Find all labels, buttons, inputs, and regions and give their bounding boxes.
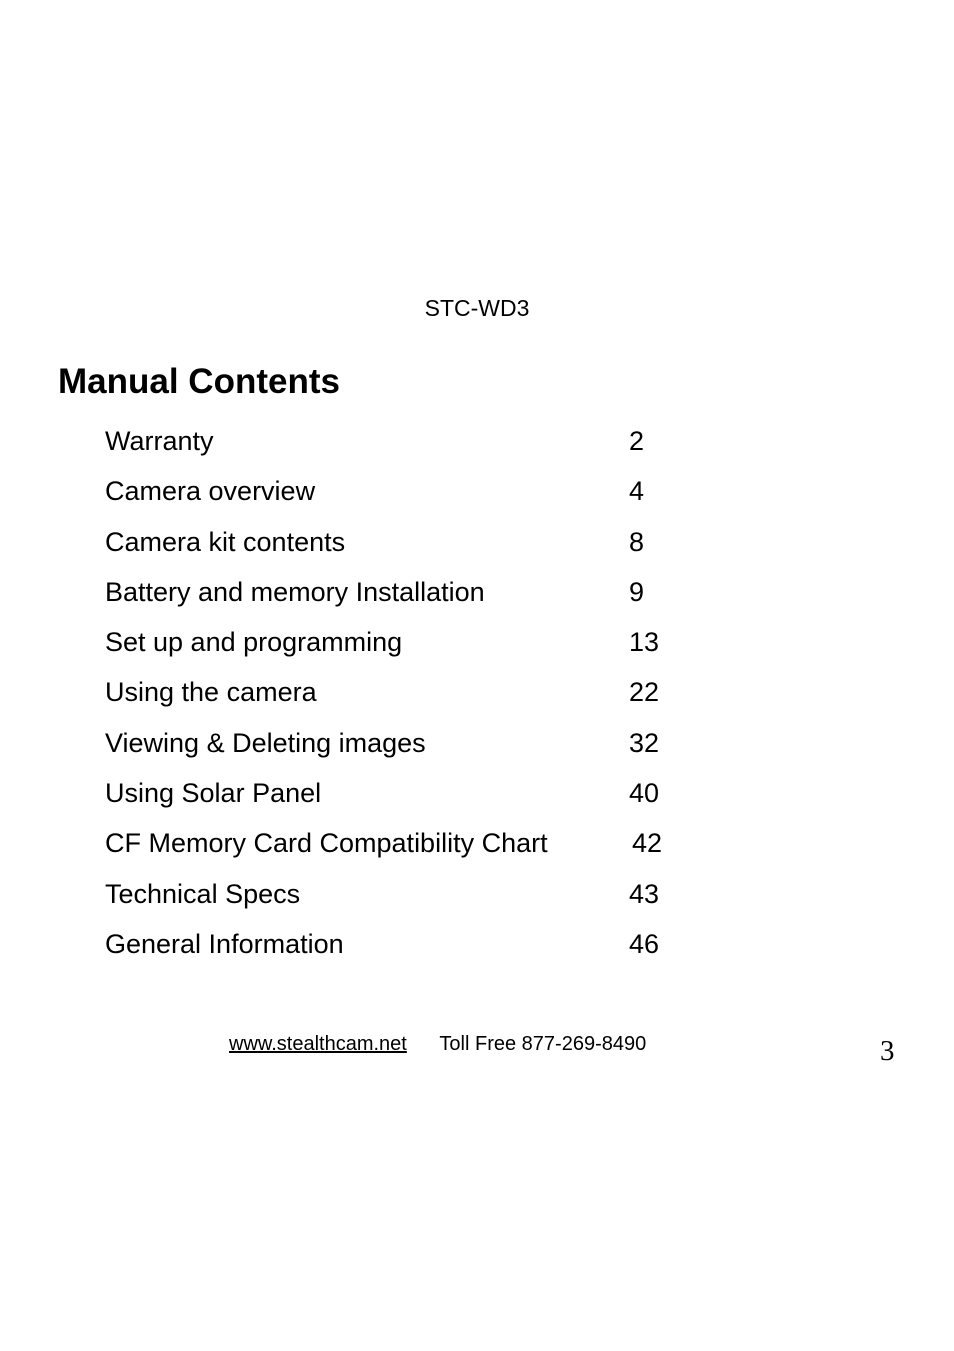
toc-entry-page: 46: [629, 928, 660, 959]
toc-entry-label: Set up and programming: [105, 627, 403, 658]
page-title: Manual Contents: [58, 362, 340, 401]
toc-entry-general-information: [105, 924, 725, 974]
toc-entry-page: 4: [629, 476, 645, 507]
toc-entry-battery-memory: [105, 572, 725, 622]
toc-entry-label: Viewing & Deleting images: [105, 727, 426, 758]
footer: [229, 1031, 646, 1057]
toc-entry-page: 9: [629, 576, 645, 607]
toc-entry-setup-programming: [105, 622, 725, 672]
toc-entry-viewing-deleting: [105, 723, 725, 773]
toc-entry-camera-kit-contents: [105, 522, 725, 572]
toc-entry-technical-specs: [105, 874, 725, 924]
toc-entry-page: 8: [629, 526, 645, 557]
toc-entry-label: Camera overview: [105, 476, 316, 507]
toc-entry-page: 40: [629, 778, 660, 809]
toc-entry-cf-compatibility: [105, 823, 725, 873]
toc-entry-label: CF Memory Card Compatibility Chart: [105, 828, 548, 859]
toc-entry-page: 32: [629, 727, 660, 758]
table-of-contents: [105, 421, 725, 974]
toc-entry-label: Camera kit contents: [105, 526, 346, 557]
toc-entry-page: 13: [629, 627, 660, 658]
toc-entry-page: 22: [629, 677, 660, 708]
toc-entry-label: Warranty: [105, 426, 214, 456]
toc-entry-label: Using Solar Panel: [105, 778, 322, 809]
toc-entry-label: Technical Specs: [105, 878, 301, 909]
toc-entry-solar-panel: [105, 773, 725, 823]
toc-entry-label: General Information: [105, 928, 344, 959]
model-number: STC-WD3: [424, 295, 530, 321]
toc-entry-page: 42: [632, 828, 663, 859]
toc-entry-using-camera: [105, 672, 725, 722]
toc-entry-page: 2: [629, 426, 645, 456]
toll-free-phone: Toll Free 877-269-8490: [439, 1033, 647, 1055]
toc-entry-camera-overview: [105, 471, 725, 521]
toc-entry-page: 43: [629, 878, 660, 909]
toc-entry-warranty: [105, 421, 725, 471]
toc-entry-label: Battery and memory Installation: [105, 576, 485, 607]
toc-entry-label: Using the camera: [105, 677, 317, 708]
website-link[interactable]: www.stealthcam.net: [229, 1033, 407, 1055]
page-number: 3: [880, 1035, 895, 1067]
